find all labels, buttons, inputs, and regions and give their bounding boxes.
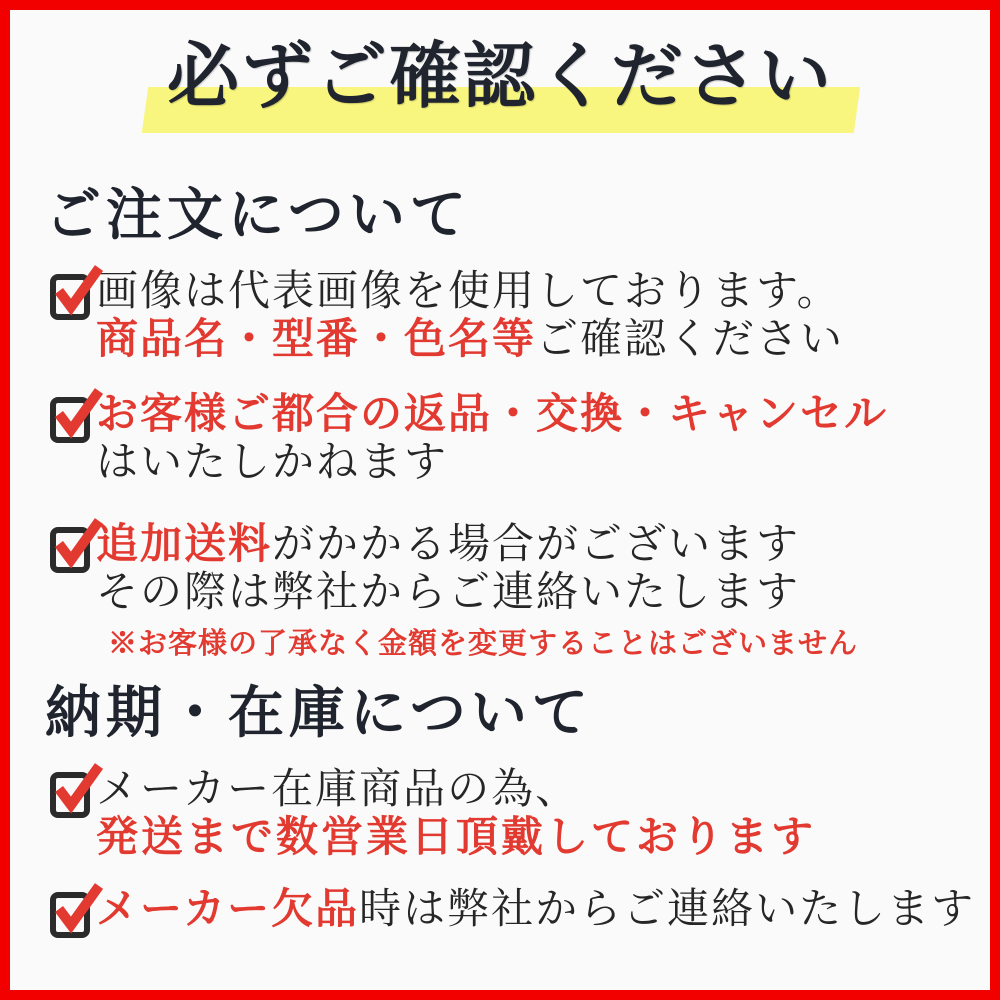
item-text-segment: 追加送料 [96, 522, 273, 568]
section-heading-orders: ご注文について [45, 185, 471, 247]
item-text [96, 521, 858, 661]
checked-checkbox-icon [50, 397, 90, 443]
section-heading-stock: 納期・在庫について [45, 683, 593, 745]
item-text-segment: その際は弊社からご連絡いたします [96, 570, 801, 616]
item-text-segment: 時は弊社からご連絡いたします [359, 887, 976, 933]
checked-checkbox-icon [50, 892, 90, 938]
checklist-item [50, 391, 888, 487]
item-text-segment: 商品名・型番・色名等 [96, 317, 537, 363]
checklist-item [50, 521, 858, 661]
item-text-segment: 発送まで数営業日頂戴しております [96, 815, 817, 861]
item-text-segment: お客様ご都合の返品・交換・キャンセル [96, 392, 889, 438]
checked-checkbox-icon [50, 274, 90, 320]
page-title: 必ずご確認ください [166, 37, 833, 117]
item-text-segment: がかかる場合がございます [272, 522, 801, 568]
item-text [96, 268, 844, 364]
item-text-segment: ご確認ください [536, 317, 845, 363]
item-text-segment: メーカー在庫商品の為、 [96, 767, 580, 813]
checked-checkbox-icon [50, 772, 90, 818]
checklist-item [50, 268, 844, 364]
item-text-segment: メーカー欠品 [96, 887, 360, 933]
item-text [96, 391, 888, 487]
checklist-item [50, 766, 816, 862]
item-text-segment: はいたしかねます [96, 440, 449, 486]
checklist-item [50, 886, 975, 938]
item-text [96, 766, 816, 862]
checked-checkbox-icon [50, 527, 90, 573]
item-text [96, 886, 975, 934]
item-text-segment: 画像は代表画像を使用しております。 [96, 269, 841, 315]
item-note: ※お客様の了承なく金額を変更することはございません [108, 628, 859, 660]
